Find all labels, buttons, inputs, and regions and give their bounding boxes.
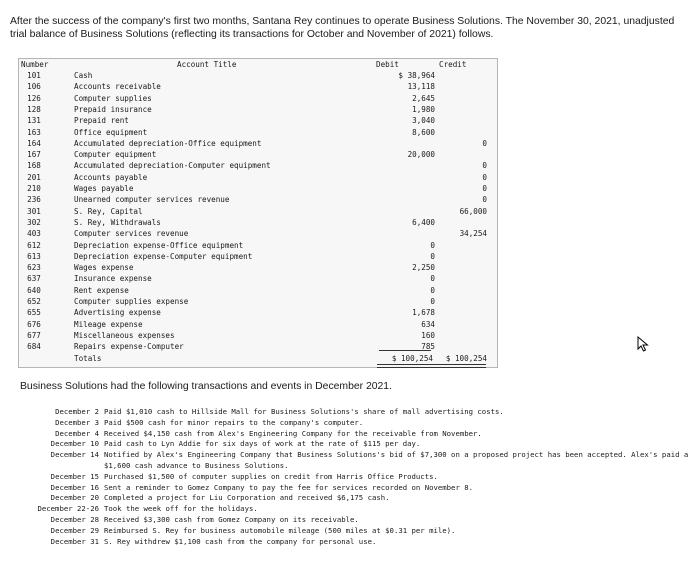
account-title: Accumulated depreciation-Office equipment bbox=[74, 138, 262, 148]
credit-amount: 34,254 bbox=[459, 229, 487, 239]
debit-amount: 6,400 bbox=[412, 217, 435, 227]
debit-amount: 2,645 bbox=[412, 93, 435, 103]
transaction-text: Reimbursed S. Rey for business automobile mileage (500 miles at $0.31 per mile). bbox=[104, 525, 456, 535]
table-row bbox=[19, 262, 497, 273]
transaction-item bbox=[14, 418, 696, 429]
table-row bbox=[19, 217, 497, 228]
account-title: Accounts receivable bbox=[74, 82, 161, 92]
debit-amount: 13,118 bbox=[407, 82, 435, 92]
transaction-date: December 15 bbox=[50, 471, 99, 481]
table-row bbox=[19, 273, 497, 284]
transaction-date: December 14 bbox=[50, 450, 99, 460]
account-number: 652 bbox=[27, 297, 41, 306]
transaction-date: December 16 bbox=[50, 482, 99, 492]
transaction-text: S. Rey withdrew $1,100 cash from the company for personal use. bbox=[104, 536, 377, 546]
account-number: 167 bbox=[27, 150, 41, 160]
transaction-text: Paid $500 cash for minor repairs to the company's computer. bbox=[104, 417, 364, 427]
debit-double-underline bbox=[377, 364, 432, 368]
account-title: Prepaid rent bbox=[74, 116, 129, 126]
account-number: 210 bbox=[27, 184, 41, 193]
account-title: S. Rey, Capital bbox=[74, 206, 143, 216]
account-title: Repairs expense-Computer bbox=[74, 342, 184, 352]
account-number: 676 bbox=[27, 319, 41, 329]
debit-amount: 0 bbox=[430, 251, 435, 261]
transaction-item bbox=[14, 439, 696, 450]
account-number: 623 bbox=[27, 263, 41, 273]
transaction-item bbox=[14, 483, 696, 494]
transaction-item bbox=[14, 504, 696, 515]
debit-amount: 1,678 bbox=[412, 308, 435, 318]
account-number: 403 bbox=[27, 229, 41, 239]
account-title: Depreciation expense-Computer equipment bbox=[74, 251, 253, 261]
credit-amount: 0 bbox=[482, 172, 487, 182]
transaction-item bbox=[14, 526, 696, 537]
account-number: 655 bbox=[27, 308, 41, 318]
transaction-item bbox=[14, 407, 696, 418]
account-title: Insurance expense bbox=[74, 274, 152, 284]
account-number: 101 bbox=[27, 71, 41, 80]
account-number: 128 bbox=[27, 104, 41, 114]
account-title: Advertising expense bbox=[74, 308, 161, 318]
account-number: 131 bbox=[27, 116, 41, 126]
account-number: 640 bbox=[27, 285, 41, 295]
transaction-text: Notified by Alex's Engineering Company that Business Solutions's bid of $7,300 on a proposed project has been accepted. Alex's paid a $1,600 cash advance to Business Solutions. bbox=[104, 450, 689, 470]
account-number: 637 bbox=[27, 274, 41, 284]
table-row bbox=[19, 296, 497, 307]
total-debit: $ 100,254 bbox=[391, 354, 433, 363]
table-row bbox=[19, 251, 497, 262]
debit-amount: 0 bbox=[430, 274, 435, 284]
transaction-text: Paid $1,010 cash to Hillside Mall for Business Solutions's share of mall advertising costs. bbox=[104, 407, 504, 416]
transaction-item bbox=[14, 493, 696, 504]
table-row bbox=[19, 115, 497, 126]
transaction-date: December 31 bbox=[50, 536, 99, 546]
debit-amount: 2,250 bbox=[412, 263, 435, 273]
account-number: 301 bbox=[27, 206, 41, 216]
account-title: Unearned computer services revenue bbox=[74, 195, 230, 205]
account-title: Depreciation expense-Office equipment bbox=[74, 240, 244, 250]
account-number: 613 bbox=[27, 251, 41, 261]
account-title: Mileage expense bbox=[74, 319, 143, 329]
transaction-item bbox=[14, 472, 696, 483]
table-row bbox=[19, 228, 497, 239]
table-row bbox=[19, 194, 497, 205]
account-title: Wages expense bbox=[74, 263, 134, 273]
account-title: Computer services revenue bbox=[74, 229, 189, 239]
table-row bbox=[19, 104, 497, 115]
transactions-heading: Business Solutions had the following transactions and events in December 2021. bbox=[20, 381, 392, 392]
credit-amount: 66,000 bbox=[459, 206, 487, 216]
table-row bbox=[19, 138, 497, 149]
table-row bbox=[19, 183, 497, 194]
account-number: 163 bbox=[27, 127, 41, 137]
transactions-list bbox=[14, 407, 696, 547]
debit-amount: $ 38,964 bbox=[398, 71, 435, 80]
account-title: Miscellaneous expenses bbox=[74, 330, 175, 340]
transaction-date: December 28 bbox=[50, 514, 99, 524]
credit-amount: 0 bbox=[482, 161, 487, 171]
debit-amount: 0 bbox=[430, 285, 435, 295]
table-row bbox=[19, 285, 497, 296]
header-debit: Debit bbox=[376, 60, 399, 69]
account-number: 106 bbox=[27, 82, 41, 92]
transaction-text: Completed a project for Liu Corporation and received $6,175 cash. bbox=[104, 493, 390, 503]
account-title: Office equipment bbox=[74, 127, 148, 137]
transaction-item bbox=[14, 515, 696, 526]
debit-amount: 0 bbox=[430, 240, 435, 250]
account-title: Cash bbox=[74, 71, 93, 80]
total-credit: $ 100,254 bbox=[445, 354, 487, 363]
transaction-text: Took the week off for the holidays. bbox=[104, 504, 258, 514]
debit-amount: 1,980 bbox=[412, 104, 435, 114]
table-row bbox=[19, 206, 497, 217]
credit-double-underline bbox=[431, 364, 486, 368]
account-number: 126 bbox=[27, 93, 41, 103]
transaction-date: December 29 bbox=[50, 525, 99, 535]
debit-amount: 785 bbox=[421, 342, 435, 352]
transaction-date: December 4 bbox=[55, 428, 99, 438]
debit-amount: 160 bbox=[421, 330, 435, 340]
mouse-cursor-icon bbox=[637, 336, 649, 352]
account-title: Computer supplies expense bbox=[74, 297, 189, 306]
account-number: 677 bbox=[27, 330, 41, 340]
transaction-date: December 2 bbox=[55, 407, 99, 416]
transaction-item bbox=[14, 537, 696, 548]
debit-amount: 634 bbox=[421, 319, 435, 329]
credit-amount: 0 bbox=[482, 138, 487, 148]
table-row bbox=[19, 319, 497, 330]
table-row bbox=[19, 330, 497, 341]
transaction-item bbox=[14, 450, 696, 472]
table-row bbox=[19, 160, 497, 171]
transaction-text: Paid cash to Lyn Addie for six days of work at the rate of $115 per day. bbox=[104, 439, 421, 449]
header-number: Number bbox=[21, 60, 49, 69]
debit-amount: 3,040 bbox=[412, 116, 435, 126]
totals-label: Totals bbox=[74, 354, 102, 363]
header-account-title: Account Title bbox=[177, 60, 237, 69]
transaction-item bbox=[14, 429, 696, 440]
table-row bbox=[19, 93, 497, 104]
header-credit: Credit bbox=[439, 60, 467, 69]
transaction-text: Sent a reminder to Gomez Company to pay the fee for services recorded on November 8. bbox=[104, 482, 474, 492]
account-number: 168 bbox=[27, 161, 41, 171]
table-row bbox=[19, 240, 497, 251]
account-title: S. Rey, Withdrawals bbox=[74, 217, 161, 227]
account-title: Rent expense bbox=[74, 285, 129, 295]
table-row bbox=[19, 307, 497, 318]
account-number: 302 bbox=[27, 217, 41, 227]
account-number: 164 bbox=[27, 138, 41, 148]
debit-underline bbox=[379, 350, 431, 351]
trial-balance-table bbox=[18, 58, 498, 368]
transaction-date: December 22-26 bbox=[37, 504, 99, 514]
table-row bbox=[19, 70, 497, 81]
account-title: Wages payable bbox=[74, 184, 134, 193]
account-title: Computer supplies bbox=[74, 93, 152, 103]
transaction-text: Received $3,300 cash from Gomez Company on its receivable. bbox=[104, 514, 359, 524]
account-title: Prepaid insurance bbox=[74, 104, 152, 114]
transaction-text: Purchased $1,500 of computer supplies on credit from Harris Office Products. bbox=[104, 471, 438, 481]
table-row bbox=[19, 149, 497, 160]
transaction-date: December 20 bbox=[50, 493, 99, 503]
account-number: 236 bbox=[27, 195, 41, 205]
account-number: 201 bbox=[27, 172, 41, 182]
account-title: Accumulated depreciation-Computer equipment bbox=[74, 161, 271, 171]
table-row bbox=[19, 172, 497, 183]
account-number: 612 bbox=[27, 240, 41, 250]
table-row bbox=[19, 127, 497, 138]
account-title: Computer equipment bbox=[74, 150, 157, 160]
debit-amount: 0 bbox=[430, 297, 435, 306]
intro-paragraph: After the success of the company's first two months, Santana Rey continues to operate Business Solutions. The November 30, 2021, unadjusted trial balance of Business Solutions (reflecting its transactions for October and November of 2021) follows. bbox=[10, 16, 675, 40]
account-title: Accounts payable bbox=[74, 172, 148, 182]
transaction-date: December 3 bbox=[55, 417, 99, 427]
account-number: 684 bbox=[27, 342, 41, 352]
credit-amount: 0 bbox=[482, 195, 487, 205]
debit-amount: 20,000 bbox=[407, 150, 435, 160]
transaction-text: Received $4,150 cash from Alex's Engineering Company for the receivable from November. bbox=[104, 428, 482, 438]
debit-amount: 8,600 bbox=[412, 127, 435, 137]
transaction-date: December 10 bbox=[50, 439, 99, 449]
table-row bbox=[19, 81, 497, 92]
credit-amount: 0 bbox=[482, 184, 487, 193]
